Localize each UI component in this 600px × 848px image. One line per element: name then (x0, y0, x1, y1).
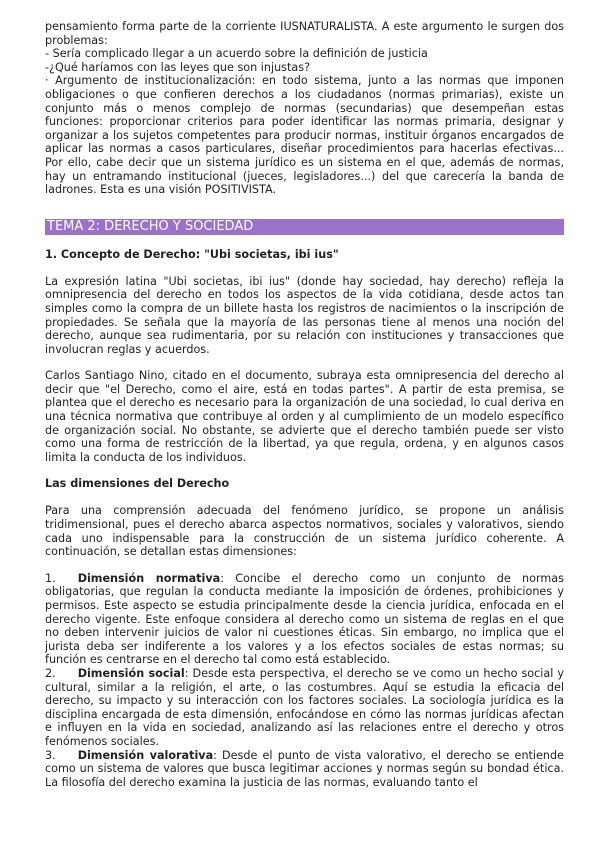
list-item-number: 3. (45, 748, 56, 762)
list-item-number: 2. (45, 666, 56, 680)
section-1-paragraph-2: Carlos Santiago Nino, citado en el documento, subraya esta omnipresencia del derecho al decir que "el Derecho, como el aire, está en todas partes". A partir de esta premisa, se plantea que el derecho es necesario para la organización de una sociedad, lo cual deriva en una técnica normativa que contribuye al orden y al cumplimiento de un modelo específico de organización social. No obstante, se advierte que el derecho también puede ser visto como una forma de restricción de la libertad, ya que regula, ordena, y en algunos casos limita la conducta de los individuos. (45, 369, 564, 464)
list-item (45, 572, 564, 667)
list-item-text: : Desde el punto de vista valorativo, el derecho se entiende como un sistema de valores que busca legitimar acciones y normas según su bondad ética. La filosofía del derecho examina la justicia de las normas, evaluando tanto el (45, 748, 564, 789)
list-item-title: Dimensión valorativa (77, 748, 214, 762)
intro-line: pensamiento forma parte de la corriente IUSNATURALISTA. A este argumento le surgen dos problemas: (45, 20, 564, 47)
list-item-title: Dimensión social (77, 666, 185, 680)
intro-bullet-1: - Sería complicado llegar a un acuerdo sobre la definición de justicia (45, 47, 428, 61)
list-item (45, 749, 564, 790)
list-item-text: : Desde esta perspectiva, el derecho se ve como un hecho social y cultural, similar a la religión, el arte, o las costumbres. Aquí se estudia la eficacia del derecho, su impacto y su interacción con los factores sociales. La sociología jurídica es la disciplina encargada de esta dimensión, enfocándose en cómo las normas jurídicas afectan e influyen en la vida en sociedad, analizando así las relaciones entre el derecho y otros fenómenos sociales. (45, 666, 564, 748)
list-item (45, 667, 564, 749)
institutional-argument: · Argumento de institucionalización: en todo sistema, junto a las normas que imponen obligaciones o que confieren derechos a los ciudadanos (normas primarias), existe un conjunto más o menos complejo de normas (secundarias) que desempeñan estas funciones: proporcionar criterios para poder identificar las normas primaria, designar y organizar a los sujetos competentes para producir normas, instituir órganos encargados de aplicar las normas a casos particulares, diseñar procedimientos para hacerlas efectivas... Por ello, cabe decir que un sistema jurídico es un sistema en el que, además de normas, hay un entramando institucional (jueces, legisladores...) del que carecería la banda de ladrones. Esta es una visión POSITIVISTA. (45, 74, 564, 197)
intro-bullet-2: -¿Qué haríamos con las leyes que son injustas? (45, 60, 311, 74)
section-1-heading: 1. Concepto de Derecho: "Ubi societas, ibi ius" (45, 247, 339, 261)
list-item-text: : Concibe el derecho como un conjunto de normas obligatorias, que regulan la conducta mediante la imposición de órdenes, prohibiciones y permisos. Este aspecto se estudia principalmente desde la ciencia jurídica, enfocada en el derecho vigente. Este enfoque considera al derecho como un sistema de reglas en el que no deben intervenir juicios de valor ni cuestiones éticas. Sin embargo, no implica que el jurista deba ser indiferente a los valores y a los efectos sociales de estas normas; su función es centrarse en el derecho tal como está establecido. (45, 571, 564, 667)
section-1-paragraph-1: La expresión latina "Ubi societas, ibi ius" (donde hay sociedad, hay derecho) refleja la omnipresencia del derecho en todos los aspectos de la vida cotidiana, desde actos tan simples como la compra de un billete hasta los registros de nacimientos o la inscripción de propiedades. Se señala que la mayoría de las personas tiene al menos una noción del derecho, aunque sea rudimentaria, por su relación con instituciones y transacciones que involucran reglas y acuerdos. (45, 274, 564, 356)
list-item-number: 1. (45, 571, 56, 585)
list-item-title: Dimensión normativa (77, 571, 221, 585)
dimensions-intro: Para una comprensión adecuada del fenómeno jurídico, se propone un análisis tridimensional, pues el derecho abarca aspectos normativos, sociales y valorativos, siendo cada uno indispensable para la construcción de un sistema jurídico coherente. A continuación, se detallan estas dimensiones: (45, 504, 564, 559)
dimensions-heading: Las dimensiones del Derecho (45, 477, 230, 491)
page-content (45, 20, 564, 789)
dimensions-list (45, 572, 564, 790)
tema-heading: TEMA 2: DERECHO Y SOCIEDAD (45, 219, 564, 235)
